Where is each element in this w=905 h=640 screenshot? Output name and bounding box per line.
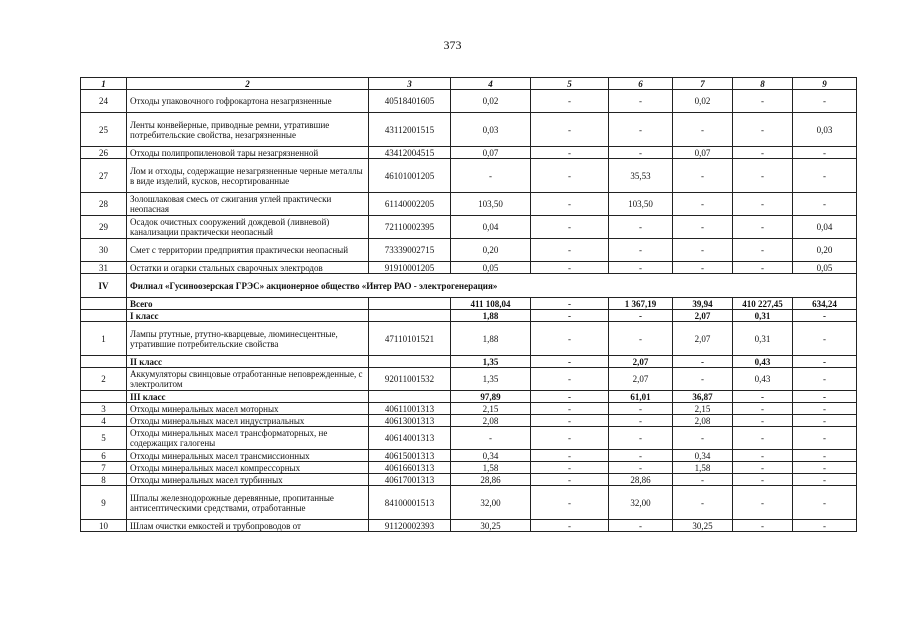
value-col-9: - [793, 193, 857, 216]
fkko-code: 40614001313 [369, 427, 451, 450]
value-col-6: - [609, 415, 673, 427]
value-col-4: 30,25 [451, 520, 531, 532]
table-row [81, 427, 857, 450]
value-col-6: 61,01 [609, 391, 673, 403]
row-number: 7 [81, 462, 127, 474]
table-row [81, 216, 857, 239]
value-col-5: - [531, 310, 609, 322]
value-col-7: 0,07 [673, 147, 733, 159]
row-number: 1 [81, 322, 127, 356]
value-col-9: - [793, 90, 857, 113]
value-col-8: - [733, 90, 793, 113]
table-row [81, 520, 857, 532]
table-row [81, 90, 857, 113]
fkko-code: 40613001313 [369, 415, 451, 427]
waste-table [80, 77, 857, 532]
fkko-code [369, 310, 451, 322]
value-col-7: 36,87 [673, 391, 733, 403]
value-col-5: - [531, 450, 609, 462]
value-col-9: 0,03 [793, 113, 857, 147]
value-col-9: - [793, 147, 857, 159]
column-header: 1 [81, 78, 127, 90]
row-number: 3 [81, 403, 127, 415]
waste-name: Всего [127, 298, 369, 310]
column-header: 2 [127, 78, 369, 90]
value-col-8: - [733, 262, 793, 274]
value-col-4: 0,07 [451, 147, 531, 159]
value-col-9: - [793, 450, 857, 462]
value-col-8: - [733, 474, 793, 486]
value-col-4: 103,50 [451, 193, 531, 216]
waste-name: III класс [127, 391, 369, 403]
value-col-7: - [673, 159, 733, 193]
value-col-6: - [609, 147, 673, 159]
section-title: Филиал «Гусиноозерская ГРЭС» акционерное общество «Интер РАО - электрогенерация» [127, 274, 857, 298]
waste-name: Золошлаковая смесь от сжигания углей практически неопасная [127, 193, 369, 216]
value-col-6: 103,50 [609, 193, 673, 216]
row-number [81, 391, 127, 403]
value-col-6: 32,00 [609, 486, 673, 520]
value-col-5: - [531, 427, 609, 450]
value-col-5: - [531, 239, 609, 262]
value-col-8: 0,43 [733, 356, 793, 368]
table-row [81, 113, 857, 147]
value-col-5: - [531, 216, 609, 239]
value-col-5: - [531, 391, 609, 403]
value-col-6: - [609, 239, 673, 262]
value-col-5: - [531, 262, 609, 274]
value-col-4: 2,08 [451, 415, 531, 427]
waste-name: Осадок очистных сооружений дождевой (ливневой) канализации практически неопасный [127, 216, 369, 239]
value-col-9: - [793, 391, 857, 403]
value-col-4: 1,35 [451, 368, 531, 391]
column-header: 3 [369, 78, 451, 90]
waste-name: Шпалы железнодорожные деревянные, пропитанные антисептическими средствами, отработанные [127, 486, 369, 520]
fkko-code: 40615001313 [369, 450, 451, 462]
value-col-6: - [609, 450, 673, 462]
row-number: 8 [81, 474, 127, 486]
table-row [81, 239, 857, 262]
value-col-7: 2,15 [673, 403, 733, 415]
value-col-6: 2,07 [609, 368, 673, 391]
value-col-8: - [733, 159, 793, 193]
value-col-7: - [673, 356, 733, 368]
value-col-9: 0,05 [793, 262, 857, 274]
value-col-5: - [531, 90, 609, 113]
fkko-code [369, 298, 451, 310]
value-col-8: - [733, 193, 793, 216]
row-number: 10 [81, 520, 127, 532]
table-row [81, 415, 857, 427]
value-col-5: - [531, 486, 609, 520]
column-header: 8 [733, 78, 793, 90]
value-col-7: 30,25 [673, 520, 733, 532]
value-col-9: - [793, 520, 857, 532]
fkko-code: 61140002205 [369, 193, 451, 216]
value-col-4: 1,35 [451, 356, 531, 368]
value-col-4: 0,02 [451, 90, 531, 113]
value-col-8: 0,31 [733, 310, 793, 322]
row-number: 5 [81, 427, 127, 450]
column-header: 4 [451, 78, 531, 90]
value-col-9: - [793, 322, 857, 356]
row-number: 25 [81, 113, 127, 147]
value-col-4: 32,00 [451, 486, 531, 520]
waste-name: Отходы минеральных масел индустриальных [127, 415, 369, 427]
row-number: 31 [81, 262, 127, 274]
row-number: 27 [81, 159, 127, 193]
waste-name: Лом и отходы, содержащие незагрязненные черные металлы в виде изделий, кусков, несортированные [127, 159, 369, 193]
table-row [81, 310, 857, 322]
section-row [81, 274, 857, 298]
value-col-4: 0,04 [451, 216, 531, 239]
value-col-4: - [451, 427, 531, 450]
value-col-8: 0,31 [733, 322, 793, 356]
value-col-8: - [733, 147, 793, 159]
value-col-6: - [609, 262, 673, 274]
value-col-9: - [793, 415, 857, 427]
value-col-8: - [733, 427, 793, 450]
fkko-code: 72110002395 [369, 216, 451, 239]
value-col-8: - [733, 486, 793, 520]
table-row [81, 368, 857, 391]
value-col-6: 28,86 [609, 474, 673, 486]
row-number: 4 [81, 415, 127, 427]
value-col-7: - [673, 193, 733, 216]
column-header-row [81, 78, 857, 90]
value-col-5: - [531, 113, 609, 147]
waste-name: Остатки и огарки стальных сварочных электродов [127, 262, 369, 274]
value-col-7: - [673, 474, 733, 486]
row-number: 30 [81, 239, 127, 262]
value-col-5: - [531, 356, 609, 368]
value-col-9: 634,24 [793, 298, 857, 310]
fkko-code: 92011001532 [369, 368, 451, 391]
value-col-7: 0,02 [673, 90, 733, 113]
value-col-6: 35,53 [609, 159, 673, 193]
value-col-8: - [733, 415, 793, 427]
fkko-code: 46101001205 [369, 159, 451, 193]
value-col-6: - [609, 520, 673, 532]
value-col-6: - [609, 427, 673, 450]
value-col-6: - [609, 322, 673, 356]
fkko-code [369, 391, 451, 403]
table-row [81, 391, 857, 403]
value-col-4: 1,88 [451, 322, 531, 356]
table-row [81, 462, 857, 474]
table-row [81, 147, 857, 159]
value-col-9: - [793, 474, 857, 486]
fkko-code: 40611001313 [369, 403, 451, 415]
table-row [81, 193, 857, 216]
value-col-7: 1,58 [673, 462, 733, 474]
value-col-6: - [609, 403, 673, 415]
table-row [81, 159, 857, 193]
value-col-8: - [733, 520, 793, 532]
value-col-9: - [793, 368, 857, 391]
value-col-9: - [793, 486, 857, 520]
value-col-5: - [531, 415, 609, 427]
value-col-5: - [531, 298, 609, 310]
value-col-7: 2,08 [673, 415, 733, 427]
row-number: 24 [81, 90, 127, 113]
value-col-4: 411 108,04 [451, 298, 531, 310]
value-col-8: - [733, 450, 793, 462]
value-col-9: - [793, 462, 857, 474]
table-row [81, 262, 857, 274]
column-header: 9 [793, 78, 857, 90]
column-header: 7 [673, 78, 733, 90]
value-col-4: 0,20 [451, 239, 531, 262]
section-number: IV [81, 274, 127, 298]
value-col-8: - [733, 239, 793, 262]
value-col-5: - [531, 403, 609, 415]
value-col-4: 97,89 [451, 391, 531, 403]
value-col-4: 2,15 [451, 403, 531, 415]
table-row [81, 403, 857, 415]
waste-name: Отходы полипропиленовой тары незагрязненной [127, 147, 369, 159]
fkko-code: 43112001515 [369, 113, 451, 147]
waste-name: Отходы упаковочного гофрокартона незагрязненные [127, 90, 369, 113]
table-row [81, 474, 857, 486]
value-col-5: - [531, 474, 609, 486]
value-col-9: 0,20 [793, 239, 857, 262]
value-col-4: 0,34 [451, 450, 531, 462]
value-col-5: - [531, 322, 609, 356]
fkko-code: 43412004515 [369, 147, 451, 159]
fkko-code [369, 356, 451, 368]
value-col-7: - [673, 368, 733, 391]
value-col-6: - [609, 216, 673, 239]
value-col-8: - [733, 113, 793, 147]
fkko-code: 73339002715 [369, 239, 451, 262]
table-row [81, 322, 857, 356]
value-col-5: - [531, 147, 609, 159]
value-col-6: - [609, 113, 673, 147]
value-col-9: - [793, 159, 857, 193]
fkko-code: 40617001313 [369, 474, 451, 486]
waste-name: Отходы минеральных масел трансмиссионных [127, 450, 369, 462]
value-col-8: - [733, 403, 793, 415]
table-row [81, 486, 857, 520]
value-col-9: - [793, 403, 857, 415]
waste-name: Отходы минеральных масел компрессорных [127, 462, 369, 474]
row-number: 26 [81, 147, 127, 159]
value-col-8: - [733, 216, 793, 239]
fkko-code: 40616601313 [369, 462, 451, 474]
value-col-9: - [793, 427, 857, 450]
row-number [81, 356, 127, 368]
fkko-code: 84100001513 [369, 486, 451, 520]
value-col-7: 2,07 [673, 310, 733, 322]
value-col-6: - [609, 462, 673, 474]
column-header: 6 [609, 78, 673, 90]
row-number: 9 [81, 486, 127, 520]
value-col-7: 2,07 [673, 322, 733, 356]
value-col-8: 410 227,45 [733, 298, 793, 310]
value-col-7: - [673, 427, 733, 450]
waste-name: Шлам очистки емкостей и трубопроводов от [127, 520, 369, 532]
value-col-5: - [531, 193, 609, 216]
value-col-8: 0,43 [733, 368, 793, 391]
value-col-8: - [733, 391, 793, 403]
fkko-code: 47110101521 [369, 322, 451, 356]
table-body [81, 78, 857, 532]
row-number: 2 [81, 368, 127, 391]
value-col-5: - [531, 462, 609, 474]
waste-name: Аккумуляторы свинцовые отработанные неповрежденные, с электролитом [127, 368, 369, 391]
table-row [81, 356, 857, 368]
row-number: 28 [81, 193, 127, 216]
value-col-7: 39,94 [673, 298, 733, 310]
row-number: 6 [81, 450, 127, 462]
value-col-7: - [673, 216, 733, 239]
waste-name: Отходы минеральных масел трансформаторных, не содержащих галогены [127, 427, 369, 450]
waste-name: Ленты конвейерные, приводные ремни, утратившие потребительские свойства, незагрязненные [127, 113, 369, 147]
waste-name: II класс [127, 356, 369, 368]
row-number [81, 310, 127, 322]
value-col-7: - [673, 239, 733, 262]
value-col-6: 2,07 [609, 356, 673, 368]
value-col-7: - [673, 262, 733, 274]
fkko-code: 91910001205 [369, 262, 451, 274]
row-number [81, 298, 127, 310]
column-header: 5 [531, 78, 609, 90]
value-col-4: 28,86 [451, 474, 531, 486]
value-col-9: - [793, 356, 857, 368]
value-col-6: - [609, 90, 673, 113]
page-number: 373 [443, 38, 462, 52]
value-col-8: - [733, 462, 793, 474]
row-number: 29 [81, 216, 127, 239]
value-col-9: - [793, 310, 857, 322]
value-col-9: 0,04 [793, 216, 857, 239]
value-col-4: 0,05 [451, 262, 531, 274]
value-col-6: 1 367,19 [609, 298, 673, 310]
value-col-4: 1,88 [451, 310, 531, 322]
value-col-7: - [673, 486, 733, 520]
value-col-5: - [531, 520, 609, 532]
table-row [81, 298, 857, 310]
value-col-4: - [451, 159, 531, 193]
value-col-6: - [609, 310, 673, 322]
value-col-7: 0,34 [673, 450, 733, 462]
waste-name: I класс [127, 310, 369, 322]
value-col-5: - [531, 159, 609, 193]
waste-name: Смет с территории предприятия практически неопасный [127, 239, 369, 262]
waste-name: Лампы ртутные, ртутно-кварцевые, люминесцентные, утратившие потребительские свойства [127, 322, 369, 356]
fkko-code: 91120002393 [369, 520, 451, 532]
value-col-7: - [673, 113, 733, 147]
value-col-4: 0,03 [451, 113, 531, 147]
value-col-4: 1,58 [451, 462, 531, 474]
fkko-code: 40518401605 [369, 90, 451, 113]
table-row [81, 450, 857, 462]
waste-name: Отходы минеральных масел моторных [127, 403, 369, 415]
waste-name: Отходы минеральных масел турбинных [127, 474, 369, 486]
value-col-5: - [531, 368, 609, 391]
